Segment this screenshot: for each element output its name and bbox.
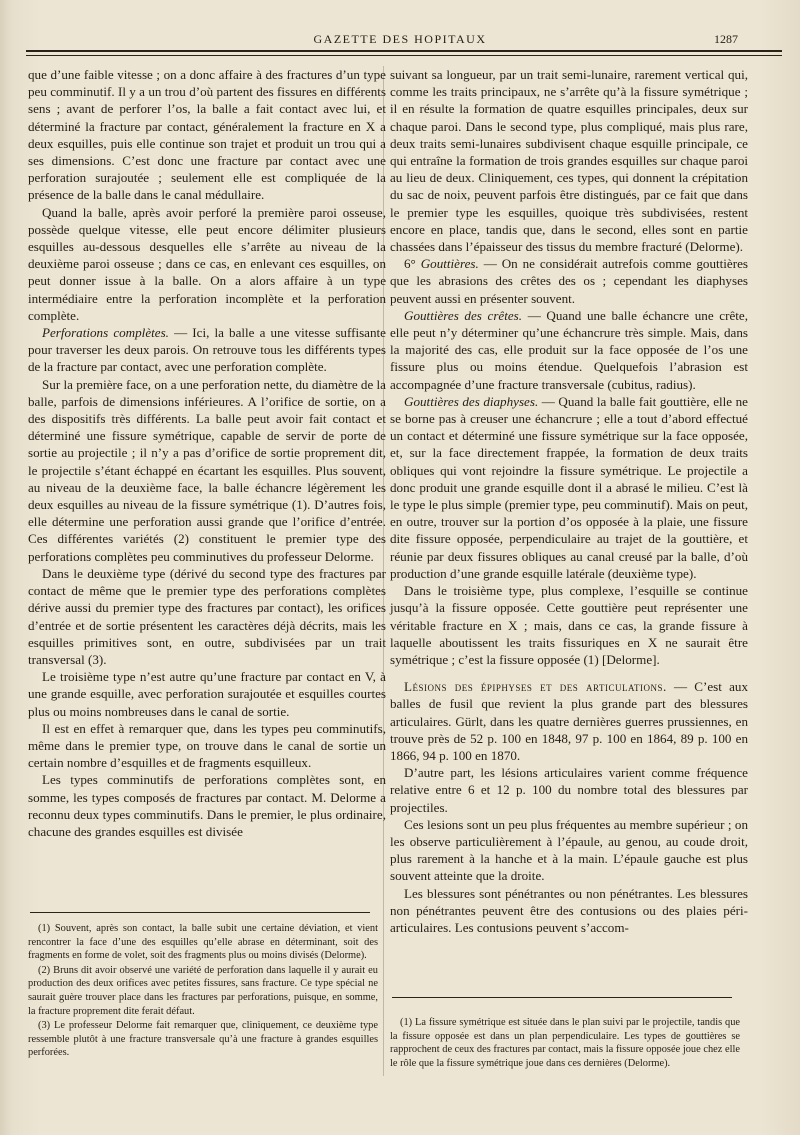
right-column (390, 66, 748, 936)
paragraph: Quand la balle, après avoir perforé la première paroi osseuse, possède quelque vitesse, elle peut encore délimiter plusieurs esquilles au-dessous desquelles elle s’arrête au niveau de la deuxième paroi osseuse ; dans ce cas, en enlevant ces esquilles, on peut donner issue à la balle. On a alors affaire à un type intermédiaire entre la perforation incomplète et la perforation complète. (28, 204, 386, 323)
paragraph: Il est en effet à remarquer que, dans les types peu comminutifs, même dans le premier type, on trouve dans le canal de sortie un certain nombre d’esquilles et de fragments esquilleux. (28, 720, 386, 771)
page-number: 1287 (714, 32, 738, 46)
paragraph-gouttieres-cretes (390, 307, 748, 393)
paragraph-perforations-completes (28, 324, 386, 376)
paragraph: Dans le deuxième type (dérivé du second type des fractures par contact de même que le premier type des perforations complètes dérive aussi du premier type des fractures par contact), les orifices d’entrée et de sortie présentent les caractères déjà décrits, mais les esquilles primitives sont, en outre, subdivisées par un trait transversal (3). (28, 565, 386, 667)
paragraph: que d’une faible vitesse ; on a donc affaire à des fractures d’un type peu comminutif. Il y a un trou d’où partent des fissures en différents sens ; avant de perforer l’os, la balle a fait contact avec lui, et déterminé la fracture par contact, généralement la fracture en X a deux esquilles, puis elle continue son trajet et produit un trou qui a ses dimensions. C’est donc une fracture par contact avec une perforation surajoutée ; seulement elle est compliquée de la présence de la balle dans le canal médullaire. (28, 67, 386, 203)
paragraph-text: — Quand la balle fait gouttière, elle ne se borne pas à creuser une échancrure ; elle a tout d’abord effectué un contact et déterminé une fissure symétrique sur la face opposée, et, sur la face directement frappée, la formation de deux traits obliques qui vont rejoindre la fissure symétrique. Le projectile a donc produit une grande esquille dont il a abrasé le milieu. C’est là le type le plus simple (premier type, peu comminutif). Mais on peut, en outre, trouver sur la portion d’os opposée à la plaie, une fissure dite fissure opposée, perpendiculaire au trajet de la gouttière, et réunie par deux fissures obliques au canal creusé par la balle, d’où production d’une grande esquille latérale (deuxième type). (390, 393, 748, 581)
footnote-rule (30, 912, 370, 913)
paragraph-gouttieres (390, 255, 748, 307)
journal-title: GAZETTE DES HOPITAUX (313, 32, 487, 46)
footnote: (1) La fissure symétrique est située dans le plan suivi par le projectile, tandis que la fissure opposée est dans un plan perpendiculaire. Les types de gouttières se rapprochent de ceux des fractures par contact, mais la fissure opposée joue chez elle le rôle que la fissure symétrique joue dans ces dernières (Delorme). (390, 1017, 740, 1069)
footnote: (2) Bruns dit avoir observé une variété de perforation dans laquelle il y aurait eu production des deux orifices avec petites fissures, sans fracture. Ce type spécial ne saurait guère trouver place dans les fractures par perforations, puisque, en somme, la fracture proprement dite ferait défaut. (28, 964, 378, 1017)
left-footnotes (28, 922, 378, 1061)
paragraph-text: — On ne considérait autrefois comme gouttières que les abrasions des crêtes des os ; cependant les diaphyses peuvent aussi en présenter souvent. (390, 256, 749, 306)
footnote-rule (392, 997, 732, 998)
paragraph: Les blessures sont pénétrantes ou non pénétrantes. Les blessures non pénétrantes peuvent être des contusions ou des plaies péri-articulaires. Les contusions peuvent s’accom- (390, 885, 748, 935)
header-rule-thick (26, 50, 782, 52)
paragraph: Sur la première face, on a une perforation nette, du diamètre de la balle, parfois de dimensions inférieures. A l’orifice de sortie, on a des dispositifs très différents. La balle peut avoir fait contact et déterminé une fissure symétrique, capable de servir de porte de sortie au projectile ; il n’y a pas d’orifice de sortie proprement dit, le projectile s’étant échappé en écartant les esquilles. Plus souvent, au niveau de la deuxième face, la balle échancre légèrement les deux esquilles au niveau de la fissure symétrique (1). D’autres fois, elle détermine une perforation aussi grande que l’orifice d’entrée. Ces différentes variétés (2) constituent le premier type des perforations complètes peu comminutives du professeur Delorme. (28, 376, 386, 564)
section-heading: Gouttières des crêtes. (404, 307, 523, 323)
paragraph: D’autre part, les lésions articulaires varient comme fréquence relative entre 6 et 12 p. 100 du nombre total des blessures par projectiles. (390, 765, 748, 815)
paragraph-lesions (390, 678, 748, 764)
section-heading: Perforations complètes. (42, 325, 169, 341)
paragraph-text: — Ici, la balle a une vitesse suffisante pour traverser les deux parois. On retrouve tous les différents types de la fracture par contact, avec une perforation complète. (28, 325, 386, 375)
section-heading: Lésions des épiphyses et des articulations. (404, 679, 667, 695)
section-number: 6° (404, 256, 421, 272)
paragraph: Les types comminutifs de perforations complètes sont, en somme, les types composés de fractures par contact. M. Delorme a reconnu deux types comminutifs. Dans le premier, le plus ordinaire, chacune des grandes esquilles est divisée (28, 772, 386, 839)
left-column (28, 66, 386, 840)
section-heading: Gouttières. (420, 256, 479, 272)
footnote: (1) Souvent, après son contact, la balle subit une certaine déviation, et vient rencontrer la face d’une des esquilles qu’elle abrase en déterminant, soit des fragments en forme de volet, soit des fragments plus ou moins divisés (Delorme). (28, 923, 378, 962)
right-footnotes (390, 1016, 740, 1071)
paragraph: Le troisième type n’est autre qu’une fracture par contact en V, à une grande esquille, avec perforation surajoutée et esquilles courtes plus ou moins nombreuses dans le canal de sortie. (28, 669, 386, 719)
page-header (0, 28, 800, 48)
section-heading: Gouttières des diaphyses. (404, 393, 539, 409)
paragraph: suivant sa longueur, par un trait semi-lunaire, rarement vertical qui, comme les traits principaux, ne s’arrête qu’à la fissure symétrique ; il en résulte la formation de quatre esquilles principales, deux sur chaque paroi. Dans le second type, plus compliqué, mais plus rare, deux traits semi-lunaires subdivisent chaque esquille principale, ce qui entraîne la formation de trois grandes esquilles sur chaque paroi au lieu de deux. Cliniquement, ces types, qui donnent la crépitation du sac de noix, peuvent parfois être distingués, par ce fait que dans le premier type les esquilles, quoique très subdivisées, restent encore en place, tandis que, dans le second, elles sont en partie chassées dans l’épaisseur des tissus du membre fracturé (Delorme). (390, 67, 748, 255)
spacer (390, 668, 748, 678)
paragraph: Ces lesions sont un peu plus fréquentes au membre supérieur ; on les observe particulièrement à l’épaule, au genou, au coude droit, plus rarement à la hanche et à la main. L’épaule gauche est plus souvent atteinte que la droite. (390, 816, 748, 884)
footnote: (3) Le professeur Delorme fait remarquer que, cliniquement, ce deuxième type ressemble plutôt à une fracture transversale qu’à une fracture à grandes esquilles perforées. (28, 1020, 378, 1059)
paragraph-text: — C’est aux balles de fusil que revient la plus grande part des blessures articulaires. Gürlt, dans les quatre dernières guerres prussiennes, en trouve près de 52 p. 100 en 1848, 97 p. 100 en 1864, 89 p. 100 en 1866, 94 p. 100 en 1870. (390, 679, 748, 763)
paragraph: Dans le troisième type, plus complexe, l’esquille se continue jusqu’à la fissure opposée. Cette gouttière peut représenter une véritable fracture en X ; mais, dans ce cas, la grande fissure à laquelle aboutissent les traits fissuriques en X ne saurait être symétrique ; c’est la fissure opposée (1) [Delorme]. (390, 583, 748, 667)
paragraph-gouttieres-diaphyses (390, 393, 748, 582)
paragraph-text: — Quand une balle échancre une crête, elle peut n’y déterminer qu’une échancrure très simple. Mais, dans la majorité des cas, elle produit sur la face opposée de l’os une fissure plus ou moins étendue. Quelquefois l’abrasion est accompagnée d’une fracture transversale (cubitus, radius). (390, 307, 748, 392)
header-rule-thin (26, 55, 782, 56)
